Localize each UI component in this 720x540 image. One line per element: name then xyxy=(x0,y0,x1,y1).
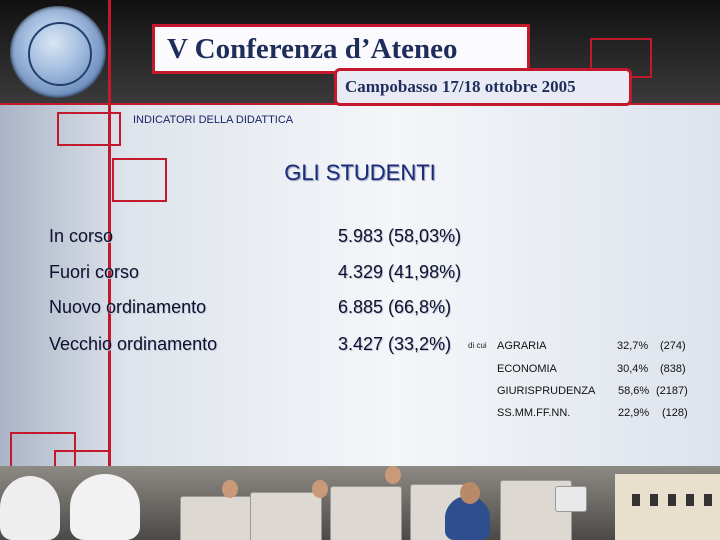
stat-value: 6.885 (66,8%) xyxy=(338,297,452,317)
stat-label: Vecchio ordinamento xyxy=(49,334,218,354)
breakdown-label: di cui xyxy=(468,341,487,350)
faculty-name: AGRARIA xyxy=(497,340,547,352)
faculty-count: (2187) xyxy=(656,385,688,397)
conference-title: V Conferenza d’Ateneo xyxy=(167,32,458,65)
faculty-name: SS.MM.FF.NN. xyxy=(497,407,571,419)
stat-label: Nuovo ordinamento xyxy=(49,297,207,317)
faculty-percent: 22,9% xyxy=(618,407,650,419)
faculty-count: (274) xyxy=(660,340,686,352)
slide-title: GLI STUDENTI xyxy=(284,160,436,185)
faculty-percent: 58,6% xyxy=(618,385,650,397)
computer-lab-photo xyxy=(0,466,720,540)
conference-title-box xyxy=(152,24,530,74)
conference-subtitle-box xyxy=(334,68,632,106)
stat-label: In corso xyxy=(49,226,114,246)
decor-square xyxy=(57,112,121,146)
faculty-name: GIURISPRUDENZA xyxy=(497,385,596,397)
faculty-count: (838) xyxy=(660,363,686,375)
faculty-name: ECONOMIA xyxy=(497,363,557,375)
stat-value: 5.983 (58,03%) xyxy=(338,226,462,246)
faculty-percent: 32,7% xyxy=(617,340,649,352)
university-seal-logo xyxy=(10,6,106,98)
stat-value: 3.427 (33,2%) xyxy=(338,334,452,354)
stat-label: Fuori corso xyxy=(49,262,140,282)
stat-value: 4.329 (41,98%) xyxy=(338,262,462,282)
faculty-count: (128) xyxy=(662,407,688,419)
faculty-percent: 30,4% xyxy=(617,363,649,375)
section-label: INDICATORI DELLA DIDATTICA xyxy=(133,114,294,126)
conference-subtitle: Campobasso 17/18 ottobre 2005 xyxy=(345,77,576,96)
